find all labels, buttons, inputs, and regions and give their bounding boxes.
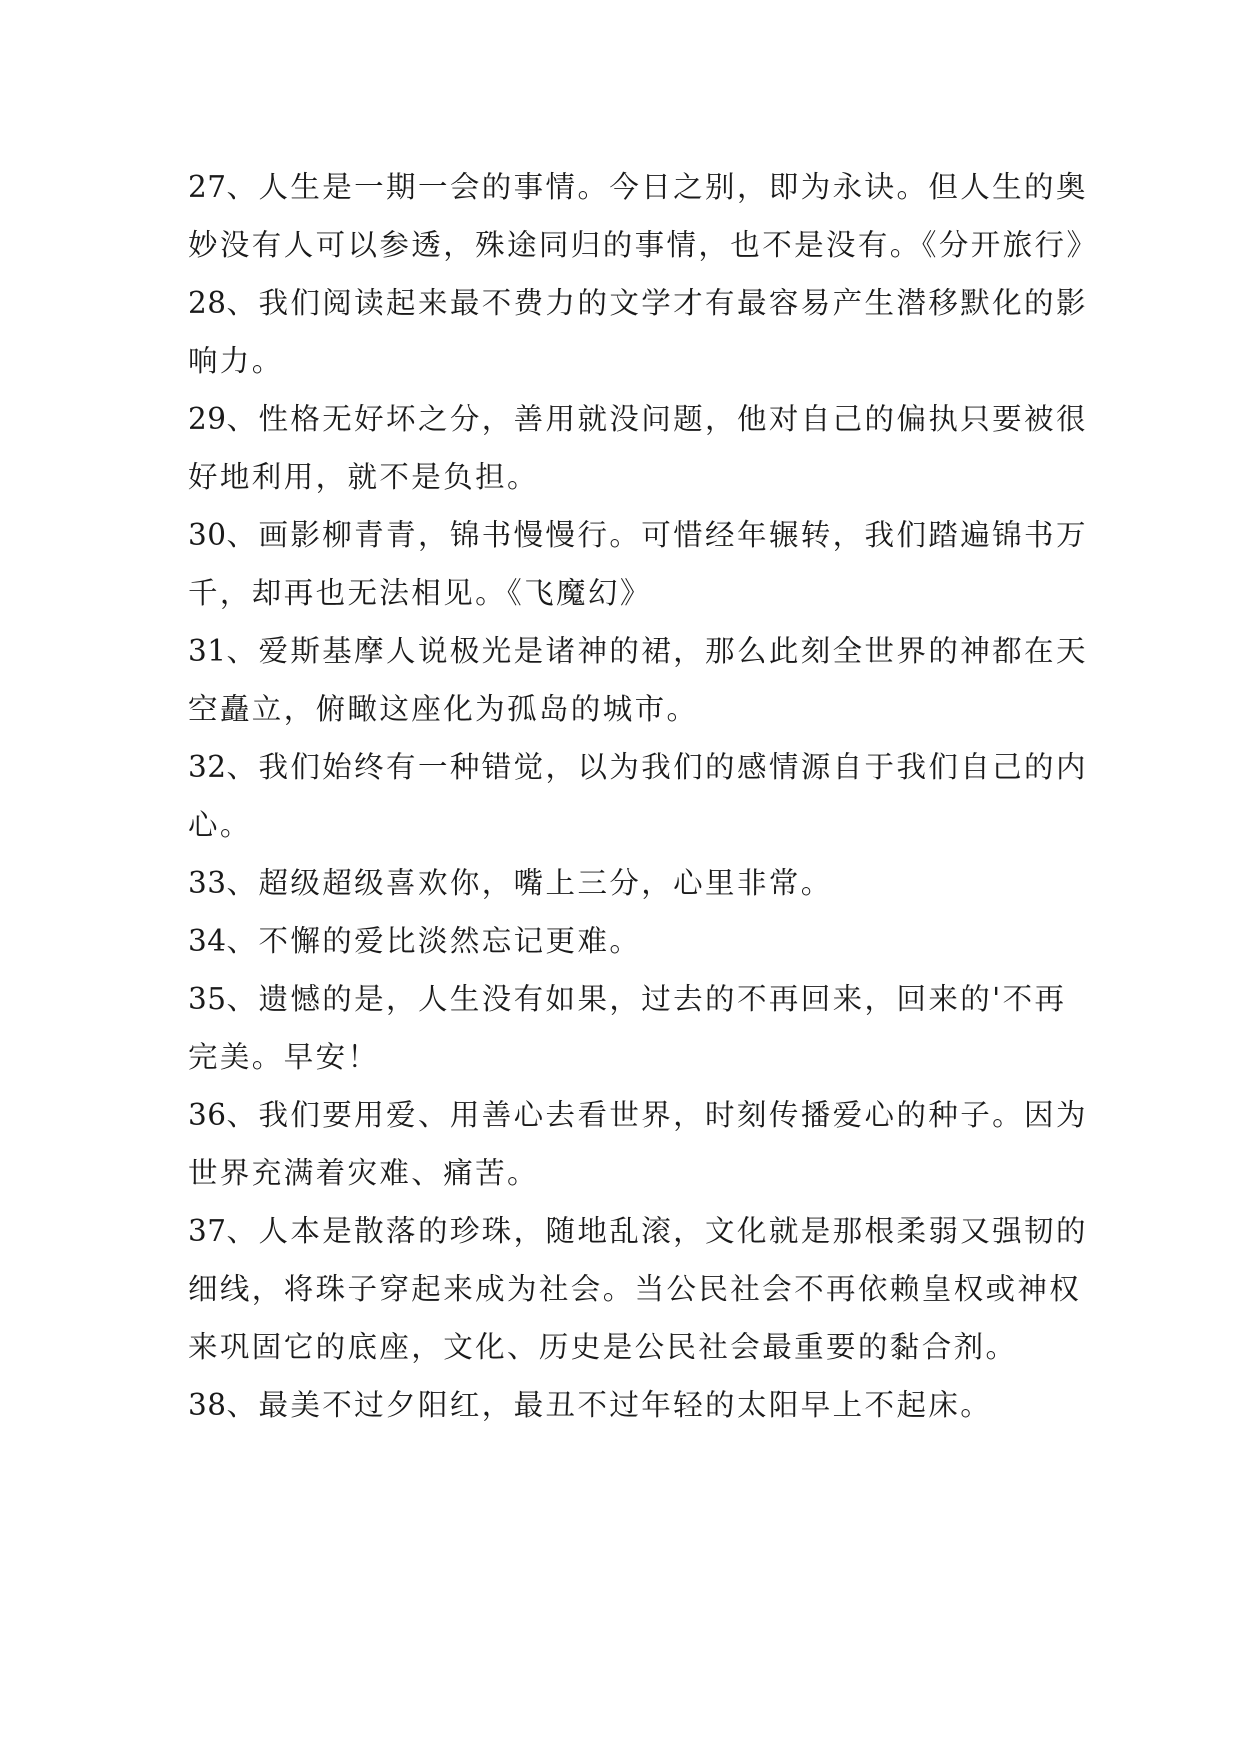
quote-number: 32 [188,750,227,784]
quote-list [188,158,1099,1434]
quote-item-38 [188,1376,1088,1434]
quote-number: 35 [188,982,227,1016]
quote-number: 27 [188,170,227,204]
quote-number: 33 [188,866,227,900]
quote-text: 、不懈的爱比淡然忘记更难。 [226,924,642,958]
quote-number: 31 [188,634,227,668]
quote-text: 、我们阅读起来最不费力的文学才有最容易产生潜移默化的影响力。 [188,286,1088,378]
quote-text: 、超级超级喜欢你，嘴上三分，心里非常。 [226,866,833,900]
quote-item-33 [188,854,1088,912]
quote-item-32 [188,738,1088,854]
quote-number: 36 [188,1098,227,1132]
quote-number: 37 [188,1214,227,1248]
quote-number: 34 [188,924,227,958]
quote-number: 30 [188,518,227,552]
quote-item-29 [188,390,1088,506]
quote-item-35 [188,970,1088,1086]
quote-text: 、遗憾的是，人生没有如果，过去的不再回来，回来的'不再完美。早安！ [188,982,1067,1074]
quote-text: 、爱斯基摩人说极光是诸神的裙，那么此刻全世界的神都在天空矗立，俯瞰这座化为孤岛的城市。 [188,634,1088,726]
quote-item-37 [188,1202,1088,1376]
quote-item-28 [188,274,1088,390]
quote-item-34 [188,912,1088,970]
quote-text: 、人本是散落的珍珠，随地乱滚，文化就是那根柔弱又强韧的细线，将珠子穿起来成为社会。当公民社会不再依赖皇权或神权来巩固它的底座，文化、历史是公民社会最重要的黏合剂。 [188,1214,1088,1364]
quote-text: 、我们始终有一种错觉，以为我们的感情源自于我们自己的内心。 [188,750,1088,842]
quote-text: 、我们要用爱、用善心去看世界，时刻传播爱心的种子。因为世界充满着灾难、痛苦。 [188,1098,1088,1190]
quote-text: 、画影柳青青，锦书慢慢行。可惜经年辗转，我们踏遍锦书万千，却再也无法相见。《飞魔幻》 [188,518,1088,610]
quote-item-36 [188,1086,1088,1202]
quote-text: 、人生是一期一会的事情。今日之别，即为永诀。但人生的奥妙没有人可以参透，殊途同归的事情，也不是没有。《分开旅行》 [188,170,1099,262]
quote-item-27 [188,158,1099,274]
quote-number: 38 [188,1388,227,1422]
quote-item-31 [188,622,1088,738]
quote-text: 、性格无好坏之分，善用就没问题，他对自己的偏执只要被很好地利用，就不是负担。 [188,402,1088,494]
quote-text: 、最美不过夕阳红，最丑不过年轻的太阳早上不起床。 [226,1388,993,1422]
quote-number: 28 [188,286,227,320]
quote-item-30 [188,506,1088,622]
quote-number: 29 [188,402,227,436]
